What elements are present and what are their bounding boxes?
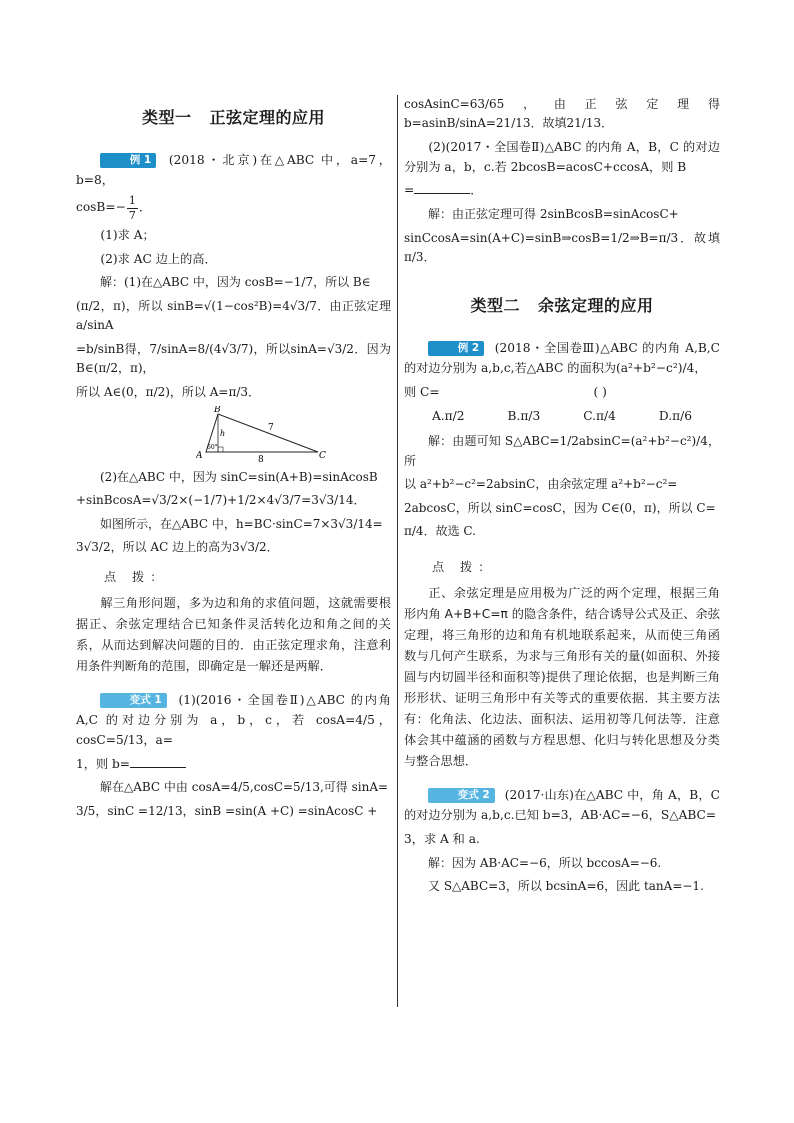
- example-2-options: [432, 407, 692, 427]
- height-label: h: [220, 428, 226, 438]
- example-2-tag: 例 2: [428, 341, 484, 356]
- note-1-body: 解三角形问题，多为边和角的求值问题，这就需要根据正、余弦定理结合已知条件灵活转化边和角之间的关系，从而达到解决问题的目的．由正弦定理求角，注意利用条件判断角的范围，即确定是一解还是两解．: [76, 596, 391, 674]
- answer-blank: [414, 183, 470, 194]
- variant-1-q2-solution: 解：由正弦定理可得 2sinBcosB=sinAcosC+: [428, 207, 679, 222]
- section-2-title: 类型二 余弦定理的应用: [470, 296, 654, 316]
- solution-1-line: 所以 A∈(0，π/2)，所以 A=π/3．: [76, 384, 261, 399]
- variant-1-q2: (2)(2017・全国卷Ⅱ)△ABC 的内角 A，B，C 的对边分别为 a，b，c.若 2bcosB=acosC+ccosA，则 B: [404, 139, 720, 174]
- side-bc-label: 7: [268, 422, 274, 433]
- left-column: 类型一 正弦定理的应用 例 1 (2018・北京)在△ABC 中，a=7，b=8， cosB=− $\frac{1}{7}$ ． (1)求 A； (2)求 AC 边上的高． 解：(1)在△ABC 中，因为 cosB=−1/7，所以 B∈ (π/2，π)，所以 sinB=√(1−cos²B)=4√3/7．由正弦定理 a/sinA =b/sinB得，7/sinA=8/(4√3/7)，所以sinA=√3/2．因为B∈(π/2，π)， 所以 A∈(0，π/2)，所以 A=π/3． B A C 7 8 h 60° (2)在△ABC 中，因为 sinC=sin(A+B)=sinAcosB +sinBcosA=√3/2×(−1/7)+1/2×4√3/7=3√3/14． 如图所示，在△ABC 中，h=BC·sinC=7×3√3/14= 3√3/2，所以 AC 边上的高为3√3/2． 点 拨： 解三角形问题，多为边和角的求值问题，这就需要根据正、余弦定理结合已知条件灵活转化边和角之间的关系，从而达到解决问题的目的．由正弦定理求角，注意利用条件判断角的范围，即确定是一解还是两解． 变式 1 (1)(2016・全国卷Ⅱ)△ABC 的内角 A,C 的对边分别为 a，b，c，若 cosA=4/5，cosC=5/13，a= 1，则 b= 解在△ABC 中由 cosA=4/5,cosC=5/13,可得 sinA= 3/5，sinC =12/13，sinB =sin(A +C) =sinAcosC +: [76, 95, 391, 825]
- vertex-c-label: C: [319, 450, 326, 461]
- answer-parentheses: ( ): [593, 384, 607, 399]
- option-c: C.π/4: [583, 408, 616, 423]
- answer-blank: [130, 757, 186, 768]
- solution-1-line: (π/2，π)，所以 sinB=√(1−cos²B)=4√3/7．由正弦定理 a/sinA: [76, 298, 391, 333]
- example-1-stem: (2018・北京)在△ABC 中，a=7，b=8，: [76, 152, 391, 187]
- variant-2-stem-end: 3，求 A 和 a.: [404, 831, 480, 846]
- example-2-solution: 以 a²+b²−c²=2absinC，由余弦定理 a²+b²−c²=: [404, 477, 678, 492]
- solution-1-line: 解：(1)在△ABC 中，因为 cosB=−1/7，所以 B∈: [100, 275, 371, 290]
- example-1-q1: (1)求 A；: [100, 227, 155, 242]
- solution-1-line: 3√3/2，所以 AC 边上的高为3√3/2．: [76, 540, 279, 555]
- fraction: $\frac{1}{7}$: [128, 194, 136, 222]
- variant-1-solution: 解在△ABC 中由 cosA=4/5,cosC=5/13,可得 sinA=: [100, 780, 389, 795]
- variant-2-solution: 解：因为 AB·AC=−6，所以 bccosA=−6.: [428, 855, 662, 870]
- column-divider: [397, 95, 398, 1007]
- vertex-b-label: B: [214, 405, 221, 415]
- option-a: A.π/2: [432, 408, 465, 423]
- triangle-diagram: [196, 406, 326, 462]
- solution-1-line: +sinBcosA=√3/2×(−1/7)+1/2×4√3/7=3√3/14．: [76, 493, 366, 508]
- right-column: cosAsinC=63/65，由正弦定理得 b=asinB/sinA=21/13．故填21/13． (2)(2017・全国卷Ⅱ)△ABC 的内角 A，B，C 的对边分别为 a，b，c.若 2bcosB=acosC+ccosA，则 B = ． 解：由正弦定理可得 2sinBcosB=sinAcosC+ sinCcosA=sin(A+C)=sinB⇒cosB=1/2⇒B=π/3．故填π/3． 类型二 余弦定理的应用 例 2 (2018・全国卷Ⅲ)△ABC 的内角 A,B,C 的对边分别为 a,b,c,若△ABC 的面积为(a²+b²−c²)/4， 则 C= ( ) A.π/2 B.π/3 C.π/4 D.π/6 解：由题可知 S△ABC=1/2absinC=(a²+b²−c²)/4，所 以 a²+b²−c²=2absinC，由余弦定理 a²+b²−c²= 2abcosC，所以 sinC=cosC，因为 C∈(0，π)，所以 C= π/4．故选 C. 点 拨： 正、余弦定理是应用极为广泛的两个定理，根据三角形内角 A+B+C=π 的隐含条件，结合诱导公式及正、余弦定理，将三角形的边和角有机地联系起来，从而使三角函数与几何产生联系，为求与三角形有关的量(如面积、外接圆与内切圆半径和面积等)提供了理论依据，也是判断三角形形状、证明三角形中有关等式的重要依据．其主要方法有：化角法、化边法、面积法、运用初等几何法等．注意体会其中蕴涵的函数与方程思想、化归与转化思想及分类与整合思想． 变式 2 (2017·山东)在△ABC 中，角 A，B，C 的对边分别为 a,b,c.已知 b=3，AB·AC=−6，S△ABC= 3，求 A 和 a. 解：因为 AB·AC=−6，所以 bccosA=−6. 又 S△ABC=3，所以 bcsinA=6，因此 tanA=−1.: [404, 95, 720, 900]
- solution-1-line: =b/sinB得，7/sinA=8/(4√3/7)，所以sinA=√3/2．因为B∈(π/2，π)，: [76, 341, 391, 376]
- variant-1-stem: (1)(2016・全国卷Ⅱ)△ABC 的内角 A,C 的对边分别为 a，b，c，若 cosA=4/5，cosC=5/13，a=: [76, 693, 391, 747]
- angle-label: 60°: [207, 443, 218, 451]
- variant-2-tag: 变式 2: [428, 788, 494, 803]
- variant-2-stem: (2017·山东)在△ABC 中，角 A，B，C 的对边分别为 a,b,c.已知 b=3，AB·AC=−6，S△ABC=: [404, 788, 720, 823]
- example-1-tag: 例 1: [100, 153, 156, 168]
- section-1-title: 类型一 正弦定理的应用: [141, 108, 326, 127]
- note-1-heading: 点 拨：: [104, 569, 169, 584]
- side-ac-label: 8: [258, 454, 264, 462]
- vertex-a-label: A: [196, 450, 203, 461]
- variant-1-q2-solution: sinCcosA=sin(A+C)=sinB⇒cosB=1/2⇒B=π/3．故填π/3．: [404, 230, 720, 265]
- example-2-solution: π/4．故选 C.: [404, 524, 476, 539]
- example-2-solution: 解：由题可知 S△ABC=1/2absinC=(a²+b²−c²)/4，所: [404, 434, 720, 468]
- option-d: D.π/6: [658, 408, 692, 423]
- option-b: B.π/3: [507, 408, 541, 423]
- note-2-body: 正、余弦定理是应用极为广泛的两个定理，根据三角形内角 A+B+C=π 的隐含条件，结合诱导公式及正、余弦定理，将三角形的边和角有机地联系起来，从而使三角函数与几何产生联系，为求与三角形有关的量(如面积、外接圆与内切圆半径和面积等)提供了理论依据，也是判断三角形形状、证明三角形中有关等式的重要依据．其主要方法有：化角法、化边法、面积法、运用初等几何法等．注意体会其中蕴涵的函数与方程思想、化归与转化思想及分类与整合思想．: [404, 586, 720, 769]
- example-1-q2: (2)求 AC 边上的高．: [100, 251, 217, 266]
- example-2-solution: 2abcosC，所以 sinC=cosC，因为 C∈(0，π)，所以 C=: [404, 500, 716, 515]
- solution-1-line: (2)在△ABC 中，因为 sinC=sin(A+B)=sinAcosB: [100, 469, 378, 484]
- variant-2-solution: 又 S△ABC=3，所以 bcsinA=6，因此 tanA=−1.: [428, 879, 704, 893]
- note-2-heading: 点 拨：: [432, 559, 497, 574]
- variant-1-tag: 变式 1: [100, 693, 166, 708]
- solution-1-line: 如图所示，在△ABC 中，h=BC·sinC=7×3√3/14=: [100, 516, 383, 531]
- example-2-stem: (2018・全国卷Ⅲ)△ABC 的内角 A,B,C 的对边分别为 a,b,c,若△ABC 的面积为(a²+b²−c²)/4，: [404, 341, 721, 376]
- variant-1-solution: 3/5，sinC =12/13，sinB =sin(A +C) =sinAcosC +: [76, 803, 378, 818]
- variant-1-solution: cosAsinC=63/65，由正弦定理得 b=asinB/sinA=21/13．故填21/13．: [404, 97, 720, 131]
